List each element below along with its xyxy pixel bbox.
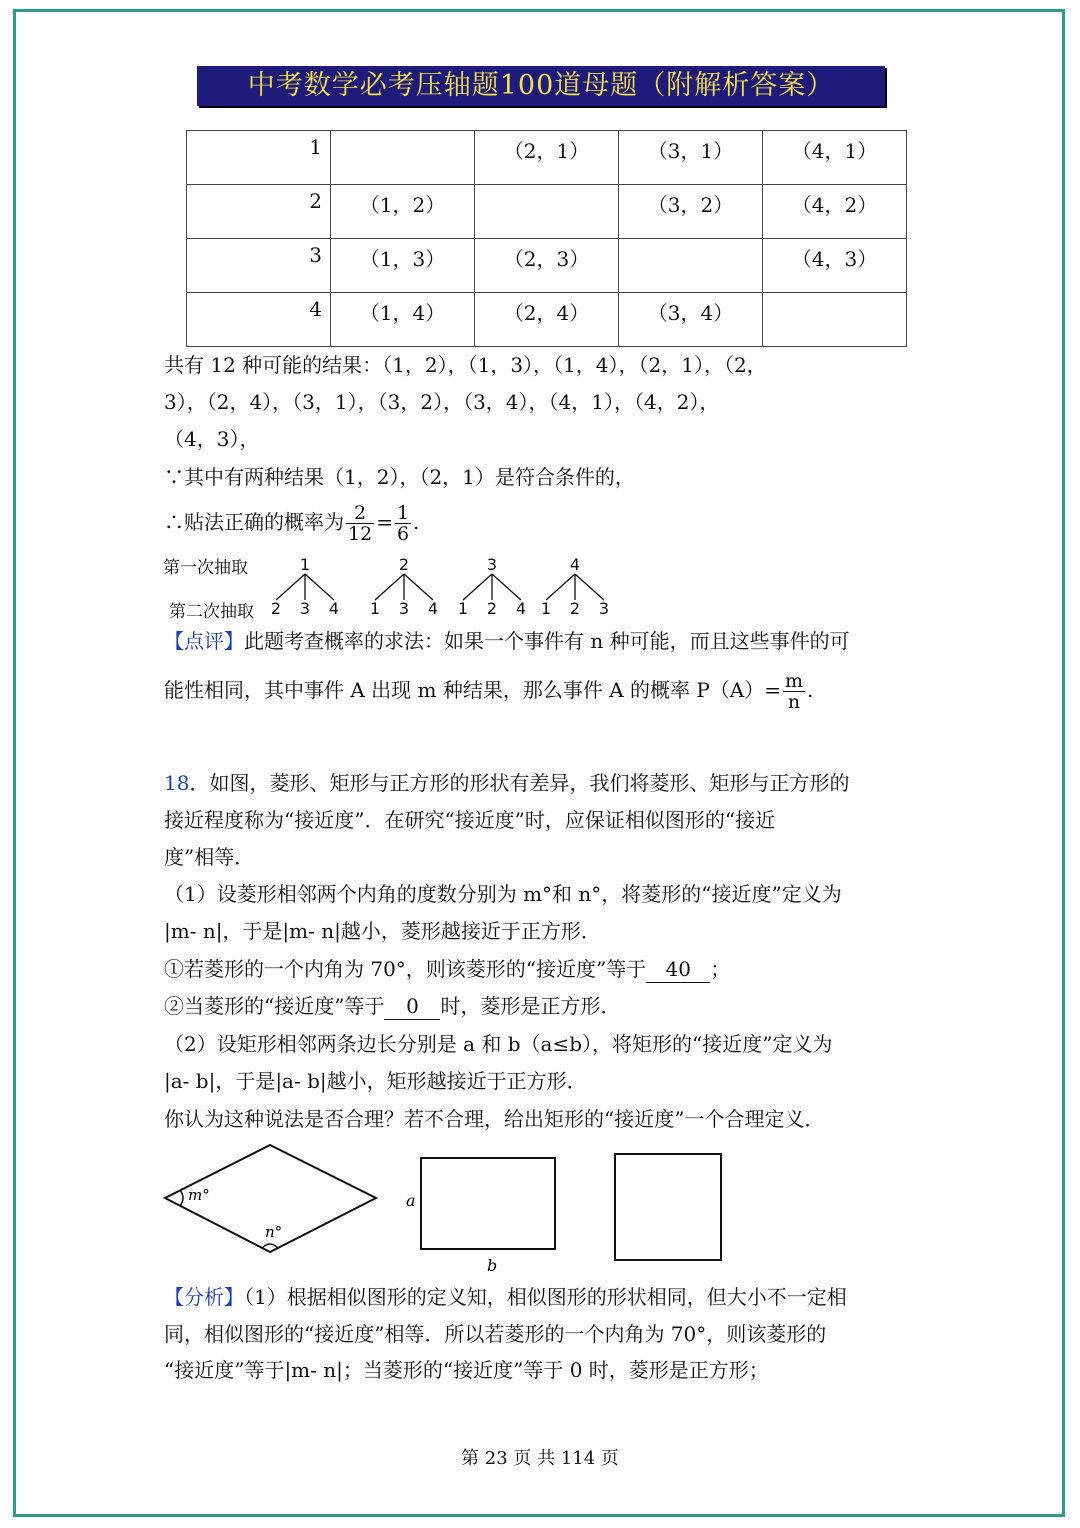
square-shape — [615, 1154, 721, 1260]
analysis-tag: 【分析】 — [164, 1285, 244, 1309]
angle-m-label: m° — [188, 1186, 210, 1204]
side-a-label: a — [406, 1191, 416, 1210]
tree-leaf-label: 1 — [540, 599, 552, 618]
solution-line: 共有 12 种可能的结果：（1，2），（1，3），（1，4），（2，1），（2， — [164, 353, 767, 377]
q18-line: 度”相等． — [164, 845, 255, 869]
analysis-line — [164, 1284, 847, 1310]
analysis-text: （1）根据相似图形的定义知，相似图形的形状相同，但大小不一定相 — [244, 1285, 847, 1309]
q18-text: ； — [710, 957, 731, 981]
table-cell: （3，1） — [619, 131, 763, 185]
fraction-denominator: 6 — [396, 523, 410, 545]
q18-line: （2）设矩形相邻两条边长分别是 a 和 b（a≤b），将矩形的“接近度”定义为 — [164, 1032, 833, 1056]
tree-leaf-label: 4 — [515, 599, 527, 618]
table-cell: （2，3） — [475, 239, 619, 293]
q18-line: 你认为这种说法是否合理？若不合理，给出矩形的“接近度”一个合理定义． — [164, 1107, 825, 1131]
analysis-line: “接近度”等于|m- n|；当菱形的“接近度”等于 0 时，菱形是正方形； — [164, 1358, 769, 1382]
tree-leaf-label: 4 — [427, 599, 439, 618]
fraction-denominator: n — [787, 691, 801, 713]
q18-line: |m- n|，于是|m- n|越小，菱形越接近于正方形． — [164, 919, 601, 943]
analysis-line: 同，相似图形的“接近度”相等．所以若菱形的一个内角为 70°，则该菱形的 — [164, 1322, 827, 1346]
table-cell: 4 — [187, 293, 331, 347]
period: . — [413, 510, 420, 534]
table-cell: （4，2） — [763, 185, 907, 239]
angle-n-arc — [262, 1244, 278, 1248]
q18-line: |a- b|，于是|a- b|越小，矩形越接近于正方形． — [164, 1069, 587, 1093]
angle-n-label: n° — [265, 1223, 283, 1241]
fraction-numerator: m — [785, 670, 804, 692]
table-cell: 1 — [187, 131, 331, 185]
equals-sign: = — [376, 510, 393, 534]
tree-leaf-label: 1 — [457, 599, 469, 618]
q18-text: ①若菱形的一个内角为 70°，则该菱形的“接近度”等于 — [164, 957, 647, 981]
question-number: 18 — [164, 771, 190, 795]
tree-leaf-label: 4 — [328, 599, 340, 618]
comment-text: 能性相同，其中事件 A 出现 m 种结果，那么事件 A 的概率 P（A）= — [164, 678, 782, 702]
table-cell: （3，4） — [619, 293, 763, 347]
q18-text: 时，菱形是正方形． — [440, 994, 621, 1018]
solution-line: （4，3）， — [164, 427, 260, 451]
table-cell: （1，2） — [331, 185, 475, 239]
tree-leaf-label: 2 — [569, 599, 581, 618]
comment-text: 此题考查概率的求法：如果一个事件有 n 种可能，而且这些事件的可 — [244, 629, 850, 653]
table-cell: （4，1） — [763, 131, 907, 185]
side-b-label: b — [487, 1256, 498, 1275]
second-draw-label: 第二次抽取 — [169, 602, 254, 622]
answer-blank: 0 — [384, 993, 440, 1020]
tree-leaf-label: 2 — [270, 599, 282, 618]
page-title: 中考数学必考压轴题100道母题（附解析答案） — [197, 66, 885, 106]
answer-blank: 40 — [646, 956, 710, 983]
solution-line: ∵其中有两种结果（1，2），（2，1）是符合条件的， — [164, 465, 635, 489]
table-cell: （2，4） — [475, 293, 619, 347]
table-cell: （4，3） — [763, 239, 907, 293]
tree-leaf-label: 1 — [369, 599, 381, 618]
tree-leaf-label: 3 — [398, 599, 410, 618]
tree-root-label: 3 — [486, 555, 498, 574]
page-footer: 第 23 页 共 114 页 — [461, 1448, 619, 1469]
angle-m-arc — [180, 1190, 183, 1206]
tree-leaf-label: 3 — [299, 599, 311, 618]
q18-line: （1）设菱形相邻两个内角的度数分别为 m°和 n°，将菱形的“接近度”定义为 — [164, 882, 842, 906]
q18-text: ．如图，菱形、矩形与正方形的形状有差异，我们将菱形、矩形与正方形的 — [189, 771, 850, 795]
fraction-denominator: 12 — [348, 523, 373, 545]
table-cell: （3，2） — [619, 185, 763, 239]
tree-root-label: 2 — [398, 555, 410, 574]
period: . — [807, 678, 814, 702]
fraction-numerator: 1 — [396, 502, 410, 524]
table-cell: （2，1） — [475, 131, 619, 185]
fraction-numerator: 2 — [346, 503, 374, 524]
table-cell: （1，3） — [331, 239, 475, 293]
tree-root-label: 1 — [299, 555, 311, 574]
table-cell: 2 — [187, 185, 331, 239]
probability-prefix: ∴贴法正确的概率为 — [164, 510, 344, 534]
tree-root-label: 4 — [569, 555, 581, 574]
tree-leaf-label: 3 — [598, 599, 610, 618]
table-cell: 3 — [187, 239, 331, 293]
q18-line: 接近程度称为“接近度”．在研究“接近度”时，应保证相似图形的“接近 — [164, 808, 776, 832]
solution-line: 3），（2，4），（3，1），（3，2），（3，4），（4，1），（4，2）， — [164, 390, 720, 414]
q18-text: ②当菱形的“接近度”等于 — [164, 994, 385, 1018]
comment-tag: 【点评】 — [164, 629, 244, 653]
tree-leaf-label: 2 — [486, 599, 498, 618]
table-cell: （1，4） — [331, 293, 475, 347]
first-draw-label: 第一次抽取 — [163, 558, 248, 578]
rectangle-shape — [421, 1158, 555, 1249]
